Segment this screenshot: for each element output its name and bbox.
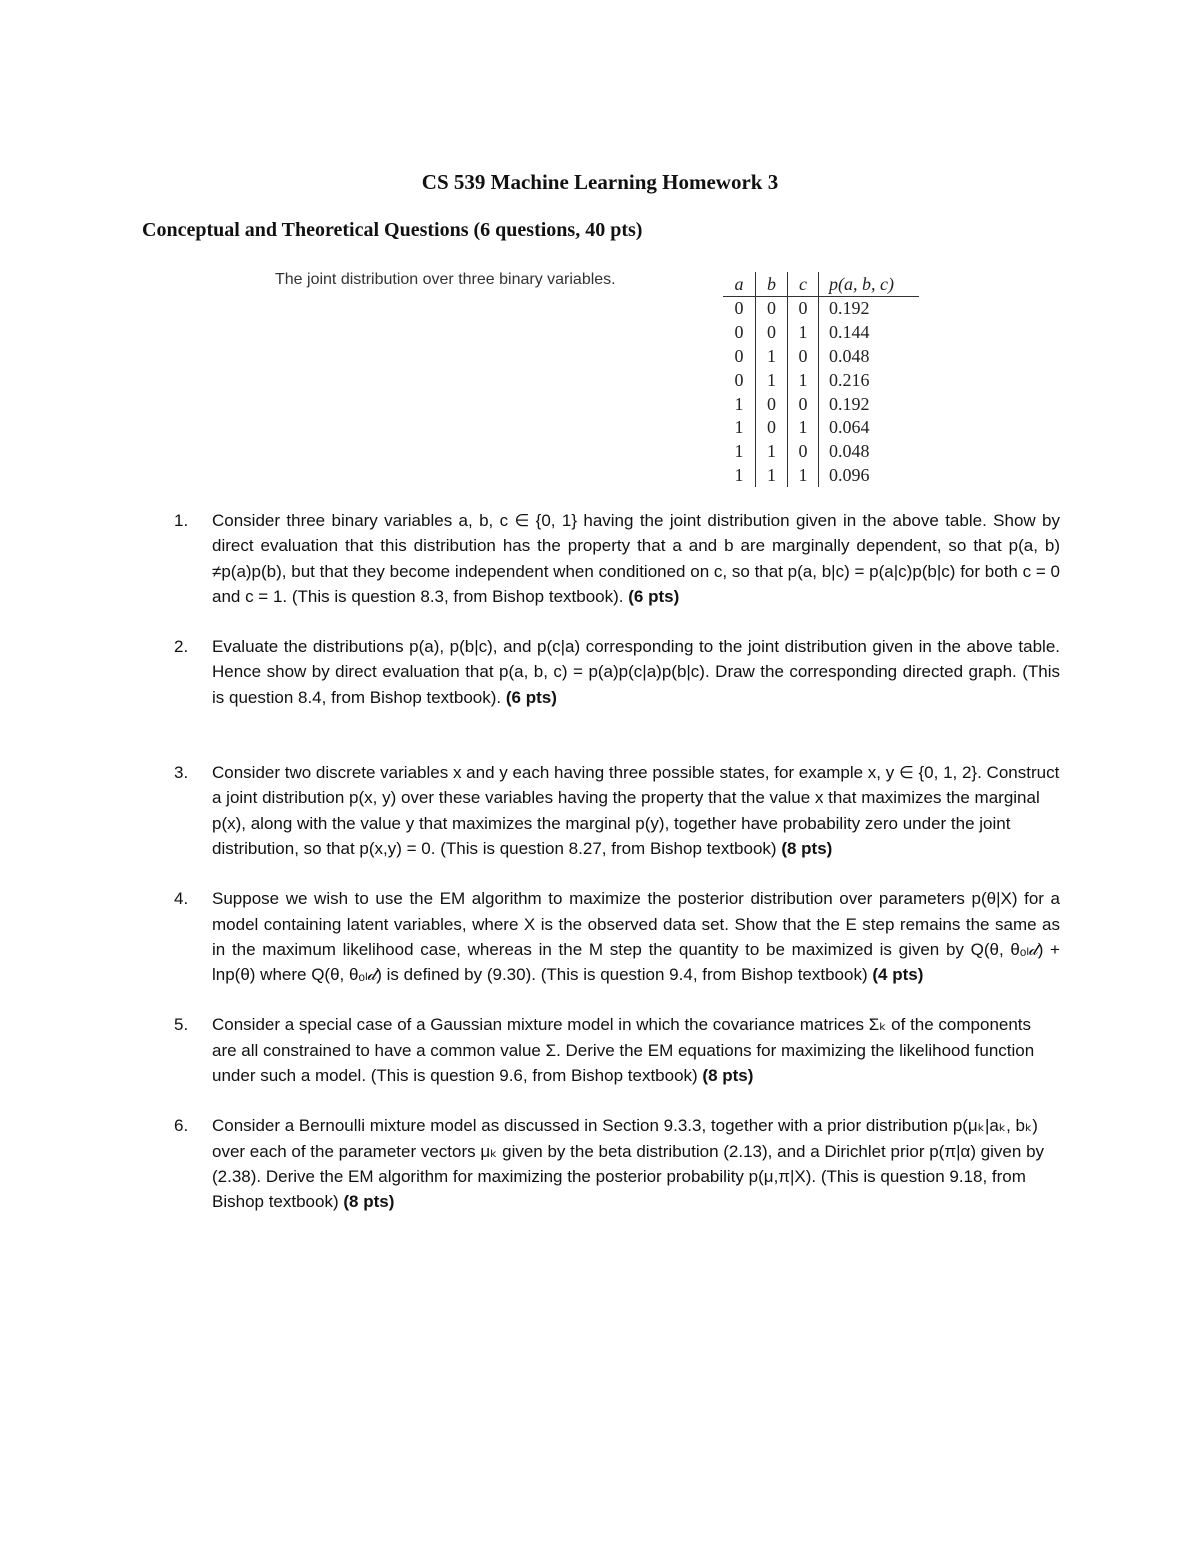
table-row xyxy=(723,297,919,321)
cell-probability: 0.216 xyxy=(829,369,870,390)
header-probability: p(a, b, c) xyxy=(819,272,920,297)
question-item xyxy=(170,760,1060,861)
question-number: 1. xyxy=(174,511,189,530)
cell-a: 1 xyxy=(723,464,756,488)
table-row xyxy=(723,345,919,369)
cell-probability: 0.096 xyxy=(829,464,870,485)
question-text: Consider a Bernoulli mixture model as discussed in Section 9.3.3, together with a prior distribution p(μₖ|aₖ, bₖ) over each of the parameter vectors μₖ given by the beta distribution (2.13), and a Dirichlet prior p(π|α) given by (2.38). Derive the EM algorithm for maximizing the posterior probability p(μ,π|X). (This is question 9.18, from Bishop textbook) xyxy=(212,1116,1045,1212)
table-row xyxy=(723,368,919,392)
cell-c: 1 xyxy=(788,416,819,440)
question-item xyxy=(170,886,1060,987)
cell-c: 1 xyxy=(788,464,819,488)
cell-probability: 0.064 xyxy=(829,417,870,438)
table-row xyxy=(723,464,919,488)
header-b: b xyxy=(756,272,788,297)
question-points: (8 pts) xyxy=(781,838,833,858)
joint-distribution-table xyxy=(723,272,919,487)
cell-probability: 0.192 xyxy=(829,393,870,414)
question-points: (6 pts) xyxy=(628,586,680,606)
question-number: 4. xyxy=(174,889,189,909)
document-title: CS 539 Machine Learning Homework 3 xyxy=(421,170,779,194)
question-text: Consider three binary variables a, b, c ∈ {0, 1} having the joint distribution given in the above table. Show by direct evaluation that this distribution has the property that a and b are marginally dependent, so that p(a, b) ≠p(a)p(b), but that they become independent when conditioned on c, so that p(a, b|c) = p(a|c)p(b|c) for both c = 0 and c = 1. (This is question 8.3, from Bishop textbook). xyxy=(212,511,1060,606)
cell-probability: 0.048 xyxy=(829,441,870,462)
cell-c: 0 xyxy=(788,297,819,321)
question-points: (6 pts) xyxy=(505,687,557,707)
cell-probability: 0.144 xyxy=(829,322,870,343)
question-points: (8 pts) xyxy=(702,1066,754,1086)
table-row xyxy=(723,440,919,464)
cell-a: 0 xyxy=(723,345,756,369)
cell-b: 0 xyxy=(756,297,788,321)
cell-probability: 0.192 xyxy=(829,298,870,319)
question-number: 6. xyxy=(174,1116,189,1136)
question-text: Suppose we wish to use the EM algorithm to maximize the posterior distribution over parameters p(θ|X) for a model containing latent variables, where X is the observed data set. Show that the E step remains the same as in the maximum likelihood case, whereas in the M step the quantity to be maximized is given by Q(θ, θₒₗ𝒹) + lnp(θ) where Q(θ, θₒₗ𝒹) is defined by (9.30). (This is question 9.4, from Bishop textbook) xyxy=(212,889,1060,985)
question-item xyxy=(170,634,1060,710)
header-c: c xyxy=(788,272,819,297)
question-text: Consider two discrete variables x and y each having three possible states, for example x, y ∈ {0, 1, 2}. Construct a joint distribution p(x, y) over these variables having the property that the value x that maximizes the marginal p(x), along with the value y that maximizes the marginal p(y), together have probability zero under the joint distribution, so that p(x,y) = 0. (This is question 8.27, from Bishop textbook) xyxy=(212,763,1060,858)
cell-a: 1 xyxy=(723,416,756,440)
cell-b: 0 xyxy=(756,321,788,345)
cell-b: 1 xyxy=(756,464,788,488)
cell-b: 0 xyxy=(756,416,788,440)
question-text: Consider a special case of a Gaussian mixture model in which the covariance matrices Σₖ of the components are all constrained to have a common value Σ. Derive the EM equations for maximizing the likelihood function under such a model. (This is question 9.6, from Bishop textbook) xyxy=(212,1015,1035,1086)
cell-c: 1 xyxy=(788,368,819,392)
question-item xyxy=(170,508,1060,609)
question-number: 3. xyxy=(174,763,189,783)
question-item xyxy=(170,1012,1060,1088)
question-text: Evaluate the distributions p(a), p(b|c), and p(c|a) corresponding to the joint distribution given in the above table. Hence show by direct evaluation that p(a, b, c) = p(a)p(c|a)p(b|c). Draw the corresponding directed graph. (This is question 8.4, from Bishop textbook). xyxy=(212,637,1060,707)
cell-c: 0 xyxy=(788,392,819,416)
cell-a: 0 xyxy=(723,297,756,321)
cell-b: 1 xyxy=(756,368,788,392)
cell-a: 1 xyxy=(723,392,756,416)
question-points: (4 pts) xyxy=(872,965,924,985)
question-item xyxy=(170,1113,1060,1214)
figure-caption: The joint distribution over three binary variables. xyxy=(275,271,616,288)
cell-b: 1 xyxy=(756,440,788,464)
cell-c: 0 xyxy=(788,345,819,369)
cell-c: 1 xyxy=(788,321,819,345)
cell-b: 0 xyxy=(756,392,788,416)
header-a: a xyxy=(723,272,756,297)
cell-c: 0 xyxy=(788,440,819,464)
section-heading: Conceptual and Theoretical Questions (6 questions, 40 pts) xyxy=(142,219,643,241)
question-number: 5. xyxy=(174,1015,189,1035)
cell-probability: 0.048 xyxy=(829,345,870,366)
table-header-row xyxy=(723,272,919,297)
table-row xyxy=(723,321,919,345)
question-points: (8 pts) xyxy=(343,1192,395,1212)
cell-a: 0 xyxy=(723,321,756,345)
question-list xyxy=(170,508,1060,1215)
question-number: 2. xyxy=(174,637,189,657)
cell-b: 1 xyxy=(756,345,788,369)
cell-a: 1 xyxy=(723,440,756,464)
cell-a: 0 xyxy=(723,368,756,392)
table-row xyxy=(723,416,919,440)
table-row xyxy=(723,392,919,416)
